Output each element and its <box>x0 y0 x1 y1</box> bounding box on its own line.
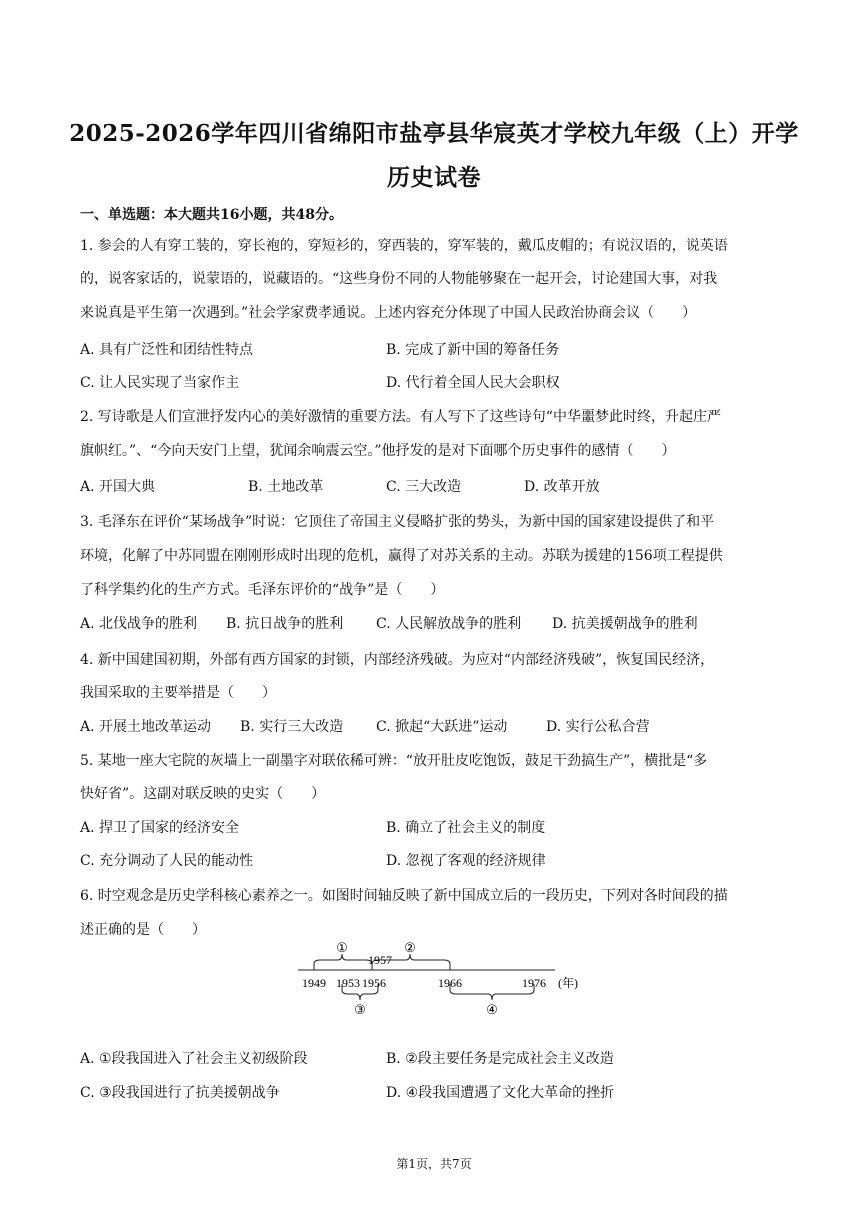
q1-line3: 来说真是平生第一次遇到。”社会学家费孝通说。上述内容充分体现了中国人民政治协商会议（ ） <box>80 305 697 321</box>
page-title-line2: 历史试卷 <box>387 164 481 191</box>
segment-label-3: ③ <box>354 1002 366 1017</box>
q5-option-d: D. 忽视了客观的经济规律 <box>386 853 546 869</box>
brace-segment-1 <box>314 954 372 970</box>
timeline-figure <box>290 942 580 1020</box>
year-label-1976: 1976 <box>522 976 546 990</box>
segment-label-1: ① <box>336 942 348 955</box>
q2-line1: 2. 写诗歌是人们宣泄抒发内心的美好激情的重要方法。有人写下了这些诗句“中华噩梦此时终，升起庄严 <box>80 409 721 425</box>
section-heading: 一、单选题：本大题共16小题，共48分。 <box>80 207 343 223</box>
q3-line3: 了科学集约化的生产方式。毛泽东评价的“战争”是（ ） <box>80 582 445 598</box>
q5-line2: 快好省”。这副对联反映的史实（ ） <box>80 786 326 802</box>
q1-line1: 1. 参会的人有穿工装的，穿长袍的，穿短衫的，穿西装的，穿军装的，戴瓜皮帽的；有说汉语的，说英语 <box>80 238 728 254</box>
year-label-1966: 1966 <box>438 976 462 990</box>
q1-option-a: A. 具有广泛性和团结性特点 <box>80 342 254 358</box>
q1-option-c: C. 让人民实现了当家作主 <box>80 375 240 391</box>
segment-label-4: ④ <box>486 1002 498 1017</box>
q2-option-d: D. 改革开放 <box>524 479 600 495</box>
year-label-1949: 1949 <box>302 976 326 990</box>
q3-option-c: C. 人民解放战争的胜利 <box>376 616 522 632</box>
year-label-1953: 1953 <box>336 976 360 990</box>
page-footer: 第1页，共7页 <box>396 1157 472 1171</box>
q6-option-a: A. ①段我国进入了社会主义初级阶段 <box>80 1051 308 1067</box>
q4-line2: 我国采取的主要举措是（ ） <box>80 685 276 701</box>
q5-line1: 5. 某地一座大宅院的灰墙上一副墨字对联依稀可辨：“放开肚皮吃饱饭，鼓足干劲搞生产”，横批是“多 <box>80 753 708 769</box>
q5-option-b: B. 确立了社会主义的制度 <box>386 820 546 836</box>
segment-label-2: ② <box>404 942 416 955</box>
q6-option-c: C. ③段我国进行了抗美援朝战争 <box>80 1085 280 1101</box>
q4-option-c: C. 掀起“大跃进”运动 <box>376 719 508 735</box>
q3-option-a: A. 北伐战争的胜利 <box>80 616 198 632</box>
page-title-line1: 2025-2026学年四川省绵阳市盐亭县华宸英才学校九年级（上）开学 <box>69 120 799 147</box>
q5-option-c: C. 充分调动了人民的能动性 <box>80 853 254 869</box>
q2-option-c: C. 三大改造 <box>386 479 462 495</box>
q4-line1: 4. 新中国建国初期，外部有西方国家的封锁，内部经济残破。为应对“内部经济残破”，恢复国民经济， <box>80 652 715 668</box>
q2-option-b: B. 土地改革 <box>248 479 324 495</box>
q6-option-b: B. ②段主要任务是完成社会主义改造 <box>386 1051 614 1067</box>
q2-option-a: A. 开国大典 <box>80 479 156 495</box>
year-unit-label: (年) <box>558 976 578 990</box>
q3-line1: 3. 毛泽东在评价“某场战争”时说：它顶住了帝国主义侵略扩张的势头，为新中国的国家建设提供了和平 <box>80 514 715 530</box>
q4-option-a: A. 开展土地改革运动 <box>80 719 212 735</box>
q6-option-d: D. ④段我国遭遇了文化大革命的挫折 <box>386 1085 615 1101</box>
year-label-1956: 1956 <box>362 976 386 990</box>
q1-option-b: B. 完成了新中国的筹备任务 <box>386 342 560 358</box>
q3-line2: 环境，化解了中苏同盟在刚刚形成时出现的危机，赢得了对苏关系的主动。苏联为援建的156项工程提供 <box>80 548 723 564</box>
q3-option-b: B. 抗日战争的胜利 <box>226 616 344 632</box>
q4-option-b: B. 实行三大改造 <box>240 719 344 735</box>
q5-option-a: A. 捍卫了国家的经济安全 <box>80 820 240 836</box>
q3-option-d: D. 抗美援朝战争的胜利 <box>552 616 698 632</box>
q6-line2: 述正确的是（ ） <box>80 922 206 938</box>
q1-option-d: D. 代行着全国人民大会职权 <box>386 375 560 391</box>
q6-line1: 6. 时空观念是历史学科核心素养之一。如图时间轴反映了新中国成立后的一段历史，下列对各时间段的描 <box>80 888 728 904</box>
q4-option-d: D. 实行公私合营 <box>546 719 650 735</box>
q2-line2: 旗帜红。”、“今向天安门上望，犹闻余响震云空。”他抒发的是对下面哪个历史事件的感情（ ） <box>80 443 676 459</box>
q1-line2: 的，说客家话的，说蒙语的，说藏语的。“这些身份不同的人物能够聚在一起开会，讨论建国大事，对我 <box>80 271 718 287</box>
year-label-1957: 1957 <box>368 953 392 967</box>
